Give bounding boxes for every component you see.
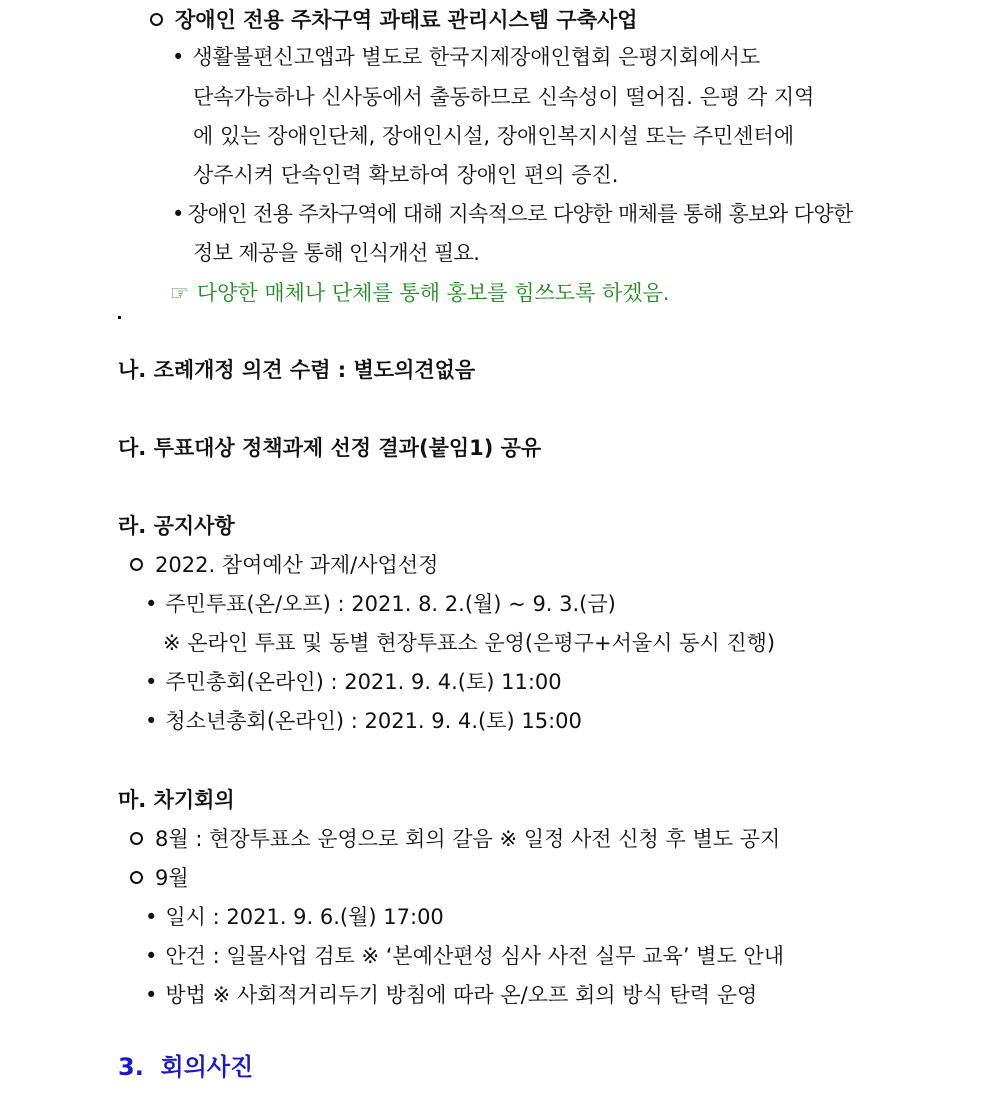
- bullet-text: 장애인 전용 주차구역에 대해 지속적으로 다양한 매체를 통해 홍보와 다양한: [187, 202, 853, 226]
- section-heading-ma: 마. 차기회의: [118, 788, 235, 812]
- bullet-line: [172, 200, 853, 228]
- bullet-text: 청소년총회(온라인) : 2021. 9. 4.(토) 15:00: [165, 709, 582, 733]
- item-title-budget: [130, 551, 438, 579]
- bullet-icon: •: [145, 944, 158, 968]
- section-heading-ra: 라. 공지사항: [118, 514, 235, 538]
- note-line: ※ 온라인 투표 및 동별 현장투표소 운영(은평구+서울시 동시 진행): [163, 631, 776, 655]
- circle-bullet-icon: [130, 832, 143, 845]
- stray-dot: [118, 316, 121, 319]
- bullet-icon: •: [172, 45, 185, 69]
- bullet-line: [145, 981, 757, 1009]
- response-line: [170, 279, 670, 307]
- bullet-icon: •: [145, 983, 158, 1007]
- circle-bullet-icon: [130, 558, 143, 571]
- response-text: 다양한 매체나 단체를 통해 홍보를 힘쓰도록 하겠음.: [196, 281, 670, 305]
- bullet-text: 생활불편신고앱과 별도로 한국지제장애인협회 은평지회에서도: [192, 45, 761, 69]
- bullet-continuation: 에 있는 장애인단체, 장애인시설, 장애인복지시설 또는 주민센터에: [193, 124, 795, 148]
- bullet-line: [172, 43, 760, 71]
- circle-bullet-icon: [130, 871, 143, 884]
- bullet-text: 주민투표(온/오프) : 2021. 8. 2.(월) ~ 9. 3.(금): [165, 592, 616, 616]
- bullet-icon: •: [145, 670, 158, 694]
- bullet-line: [145, 707, 582, 735]
- bullet-icon: •: [172, 202, 184, 226]
- item-text: 9월: [155, 866, 189, 890]
- item-title-text: 2022. 참여예산 과제/사업선정: [155, 553, 439, 577]
- item-text: 8월 : 현장투표소 운영으로 회의 갈음 ※ 일정 사전 신청 후 별도 공지: [155, 827, 781, 851]
- bullet-text: 주민총회(온라인) : 2021. 9. 4.(토) 11:00: [165, 670, 562, 694]
- section-heading-da: 다. 투표대상 정책과제 선정 결과(붙임1) 공유: [118, 436, 542, 460]
- bullet-text: 일시 : 2021. 9. 6.(월) 17:00: [165, 905, 444, 929]
- bullet-line: [145, 590, 616, 618]
- bullet-line: [145, 668, 562, 696]
- bullet-icon: •: [145, 709, 158, 733]
- section-heading-na: 나. 조례개정 의견 수렴 : 별도의견없음: [118, 358, 476, 382]
- bullet-continuation: 정보 제공을 통해 인식개선 필요.: [193, 241, 480, 265]
- circle-bullet-icon: [150, 13, 163, 26]
- item-line: [130, 864, 189, 892]
- bullet-icon: •: [145, 592, 158, 616]
- bullet-icon: •: [145, 905, 158, 929]
- bullet-text: 방법 ※ 사회적거리두기 방침에 따라 온/오프 회의 방식 탄력 운영: [165, 983, 758, 1007]
- bullet-continuation: 상주시켜 단속인력 확보하여 장애인 편의 증진.: [193, 163, 619, 187]
- item-title-parking: [150, 6, 638, 34]
- bullet-continuation: 단속가능하나 신사동에서 출동하므로 신속성이 떨어짐. 은평 각 지역: [193, 85, 815, 109]
- bullet-line: [145, 903, 444, 931]
- section-heading-photos: 3. 회의사진: [118, 1053, 254, 1081]
- item-line: [130, 825, 780, 853]
- item-title-text: 장애인 전용 주차구역 과태료 관리시스템 구축사업: [175, 8, 638, 32]
- bullet-line: [145, 942, 784, 970]
- bullet-text: 안건 : 일몰사업 검토 ※ ‘본예산편성 심사 사전 실무 교육’ 별도 안내: [165, 944, 784, 968]
- pointing-hand-icon: ☞: [170, 281, 189, 305]
